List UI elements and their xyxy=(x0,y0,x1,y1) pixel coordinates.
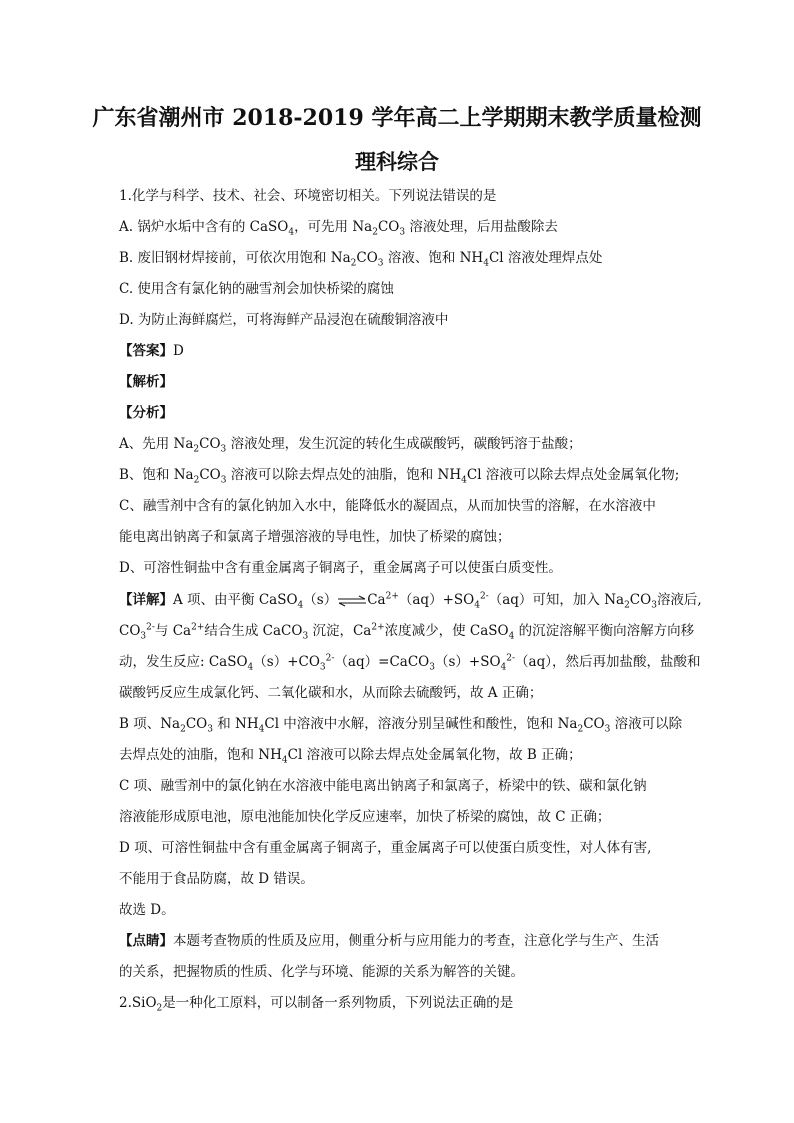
question-2-stem: 2.SiO$_2$是一种化工原料，可以制备一系列物质，下列说法正确的是 xyxy=(119,995,514,1014)
analysis-heading: 【解析】 xyxy=(119,374,173,390)
detail-line-7: C 项、融雪剂中的氯化钠在水溶液中能电离出钠离子和氯离子，桥梁中的铁、碳和氯化钠 xyxy=(119,778,647,794)
detail-line-8: 溶液能形成原电池，原电池能加快化学反应速率，加快了桥梁的腐蚀，故 C 正确； xyxy=(119,809,611,825)
detail-line-3: 动，发生反应: $CaSO_4(s)+CO_3^{2-}(aq)=CaCO_3(s)+SO_4^{2-}(aq)$，然后再加盐酸，盐酸和 xyxy=(119,653,701,673)
analysis-a: A、先用 $Na_2CO_3$ 溶液处理，发生沉淀的转化生成碳酸钙，碳酸钙溶于盐酸； xyxy=(119,436,582,455)
question-1-stem: 1.化学与科学、技术、社会、环境密切相关。下列说法错误的是 xyxy=(119,188,497,204)
detail-line-6: 去焊点处的油脂，饱和 $NH_4Cl$ 溶液可以除去焊点处金属氧化物，故 B 正确； xyxy=(119,747,582,766)
detail-line-4: 碳酸钙反应生成氯化钙、二氧化碳和水，从而除去硫酸钙，故 A 正确； xyxy=(119,685,543,701)
detail-line-10: 不能用于食品防腐，故 D 错误。 xyxy=(119,871,314,887)
fenxi-heading: 【分析】 xyxy=(119,405,173,421)
dianjing-line-2: 的关系，把握物质的性质、化学与环境、能源的关系为解答的关键。 xyxy=(119,964,524,980)
answer-line: 【答案】D xyxy=(119,343,184,359)
analysis-d: D、可溶性铜盐中含有重金属离子铜离子，重金属离子可以使蛋白质变性。 xyxy=(119,560,562,576)
document-subtitle: 理科综合 xyxy=(355,149,439,174)
conclusion-line: 故选 D。 xyxy=(119,902,175,918)
detail-line-2: $CO_3^{2-}$与 $Ca^{2+}$结合生成 CaCO$_3$ 沉淀，$Ca^{2+}$浓度减少，使 CaSO$_4$ 的沉淀溶解平衡向溶解方向移 xyxy=(119,622,695,642)
analysis-b: B、饱和 $Na_2CO_3$ 溶液可以除去焊点处的油脂，饱和 $NH_4Cl$ 溶液可以除去焊点处金属氧化物; xyxy=(119,467,680,486)
option-c: C. 使用含有氯化钠的融雪剂会加快桥梁的腐蚀 xyxy=(119,281,394,297)
equilibrium-arrow-icon xyxy=(337,596,367,606)
detail-line-9: D 项、可溶性铜盐中含有重金属离子铜离子，重金属离子可以使蛋白质变性，对人体有害, xyxy=(119,840,652,856)
detail-line-1: 【详解】A 项、由平衡 CaSO$_4$（s） $Ca^{2+}(aq)+SO_4^{2-}(aq)$可知，加入 $Na_2CO_3$溶液后, xyxy=(119,591,702,611)
option-a: A. 锅炉水垢中含有的 CaSO$_4$，可先用 $Na_2CO_3$ 溶液处理，后用盐酸除去 xyxy=(119,219,558,238)
option-d: D. 为防止海鲜腐烂，可将海鲜产品浸泡在硫酸铜溶液中 xyxy=(119,312,449,328)
option-b: B. 废旧钢材焊接前，可依次用饱和 $Na_2CO_3$ 溶液、饱和 $NH_4Cl$ 溶液处理焊点处 xyxy=(119,250,603,269)
analysis-c-line2: 能电离出钠离子和氯离子增强溶液的导电性，加快了桥梁的腐蚀； xyxy=(119,529,511,545)
document-title: 广东省潮州市 2018-2019 学年高二上学期期末教学质量检测 xyxy=(92,105,702,131)
dianjing-line-1: 【点睛】本题考查物质的性质及应用，侧重分析与应用能力的考查，注意化学与生产、生活 xyxy=(119,933,659,949)
detail-line-5: B 项、$Na_2CO_3$ 和 $NH_4Cl$ 中溶液中水解，溶液分别呈碱性和酸性，饱和 $Na_2CO_3$ 溶液可以除 xyxy=(119,716,683,735)
analysis-c-line1: C、融雪剂中含有的氯化钠加入水中，能降低水的凝固点，从而加快雪的溶解，在水溶液中 xyxy=(119,498,656,514)
